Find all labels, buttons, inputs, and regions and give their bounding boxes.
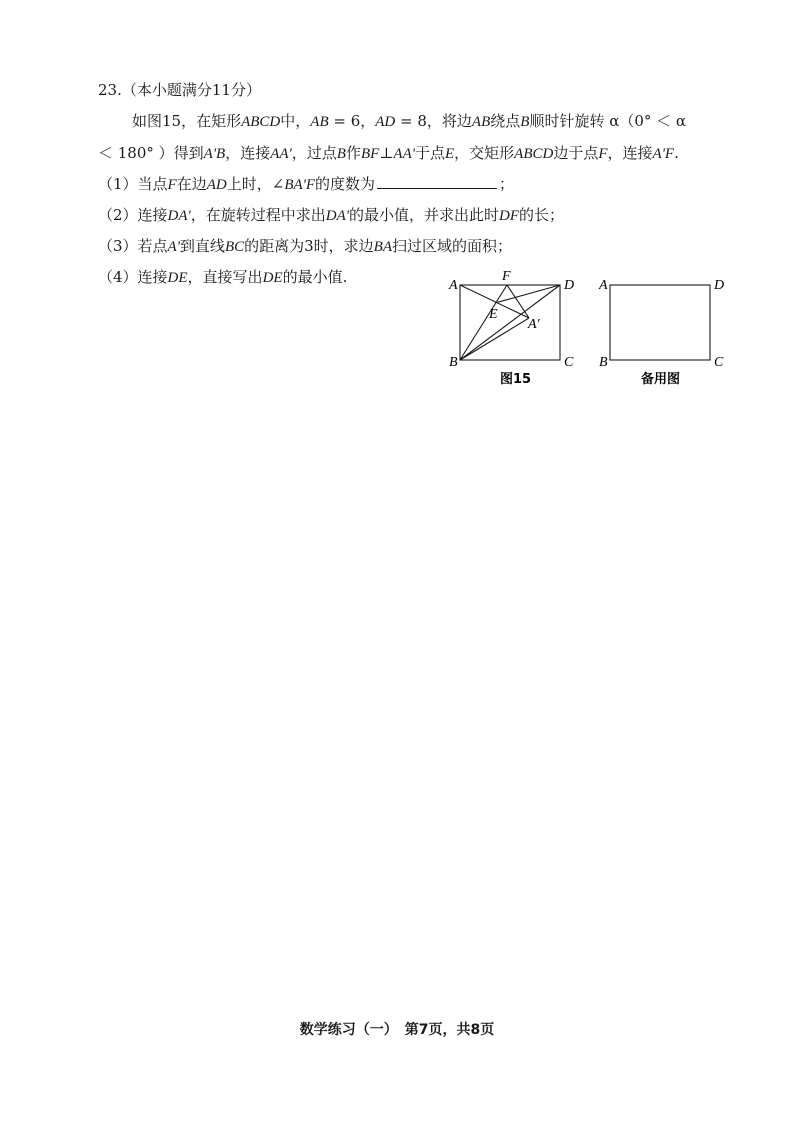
question-text-fragment: 扫过区域的面积；: [391, 237, 512, 255]
question-text-fragment: 绕点: [490, 112, 521, 130]
question-text-fragment: 顺时针旋转 α（0° ＜ α: [529, 112, 687, 130]
sub-question-4: [98, 267, 347, 288]
spare-figure-caption: 备用图: [641, 372, 681, 387]
question-text-fragment: ，连接: [607, 144, 653, 162]
question-text-fragment: = 8，将边: [395, 112, 472, 130]
question-header: [98, 80, 261, 100]
question-text-fragment: ；: [499, 175, 515, 193]
question-text-fragment: F: [167, 177, 177, 193]
sub-question-1: [98, 174, 514, 195]
question-text-fragment: 的长；: [518, 206, 564, 224]
question-text-fragment: 的距离为3时，求边: [244, 237, 374, 255]
question-text-fragment: AB: [471, 114, 491, 130]
spare-figure: [590, 265, 740, 395]
question-text-fragment: .: [674, 144, 679, 162]
question-intro-line-2: [98, 143, 679, 164]
question-text-fragment: ，直接写出: [187, 268, 263, 286]
question-text-fragment: BF: [360, 146, 380, 162]
label-f: F: [502, 269, 511, 284]
question-text-fragment: 在边: [176, 175, 207, 193]
question-text-fragment: A'B: [203, 146, 226, 162]
label-e: E: [489, 307, 498, 322]
question-text-fragment: DA': [325, 208, 349, 224]
figure-15: [440, 265, 590, 395]
question-text-fragment: 的最小值，并求出此时: [348, 206, 499, 224]
question-text-fragment: ，连接: [225, 144, 271, 162]
spare-label-a: A: [599, 278, 608, 293]
sub-question-3: [98, 236, 512, 257]
question-text-fragment: （3）若点: [98, 237, 168, 255]
spare-label-d: D: [714, 278, 725, 293]
question-text-fragment: BA: [373, 239, 392, 255]
question-text-fragment: 23.（本小题满分11分）: [98, 81, 261, 99]
question-text-fragment: AB: [310, 114, 329, 130]
question-text-fragment: AA': [270, 146, 292, 162]
question-text-fragment: ABCD: [514, 146, 554, 162]
spare-label-b: B: [599, 355, 608, 370]
label-b: B: [449, 355, 458, 370]
question-text-fragment: ABCD: [241, 114, 281, 130]
spare-rectangle-abcd: [610, 285, 710, 360]
question-text-fragment: DA': [167, 208, 191, 224]
segment-bd: [460, 285, 560, 360]
question-text-fragment: A'F: [652, 146, 675, 162]
question-text-fragment: 如图15，在矩形: [132, 112, 242, 130]
question-text-fragment: 中，: [280, 112, 311, 130]
question-text-fragment: AD: [375, 114, 396, 130]
question-text-fragment: 于点: [414, 144, 445, 162]
question-text-fragment: B: [336, 146, 346, 162]
question-intro-line-1: [132, 111, 686, 132]
spare-label-c: C: [714, 355, 724, 370]
question-text-fragment: DE: [167, 270, 188, 286]
question-text-fragment: ，交矩形: [454, 144, 515, 162]
question-text-fragment: 作: [345, 144, 361, 162]
question-text-fragment: 的最小值.: [282, 268, 348, 286]
question-text-fragment: E: [444, 146, 455, 162]
question-text-fragment: A': [167, 239, 180, 255]
question-text-fragment: 的度数为: [315, 175, 376, 193]
label-a: A: [449, 278, 458, 293]
segment-ba-prime: [460, 318, 529, 360]
question-text-fragment: B: [520, 114, 530, 130]
question-text-fragment: ⊥: [379, 144, 394, 162]
question-text-fragment: ＜ 180° ）得到: [98, 144, 204, 162]
question-text-fragment: ，在旋转过程中求出: [190, 206, 326, 224]
question-text-fragment: ，过点: [291, 144, 337, 162]
question-text-fragment: 到直线: [179, 237, 225, 255]
question-text-fragment: （2）连接: [98, 206, 168, 224]
sub-question-2: [98, 205, 564, 226]
question-text-fragment: 边于点: [553, 144, 599, 162]
label-a-prime: A': [528, 317, 540, 332]
label-c: C: [564, 355, 574, 370]
question-text-fragment: DF: [498, 208, 519, 224]
question-text-fragment: F: [598, 146, 608, 162]
page-footer: 数学练习（一） 第7页，共8页: [299, 1022, 495, 1038]
question-text-fragment: BC: [224, 239, 245, 255]
question-text-fragment: = 6，: [328, 112, 376, 130]
question-text-fragment: AD: [206, 177, 227, 193]
label-d: D: [564, 278, 575, 293]
question-text-fragment: 上时，∠: [226, 175, 285, 193]
question-text-fragment: DE: [262, 270, 283, 286]
figure-15-caption: 图15: [500, 372, 532, 387]
question-text-fragment: BA'F: [284, 177, 316, 193]
question-text-fragment: AA': [393, 146, 415, 162]
question-text-fragment: （1）当点: [98, 175, 168, 193]
answer-blank: [377, 174, 497, 189]
question-text-fragment: （4）连接: [98, 268, 168, 286]
